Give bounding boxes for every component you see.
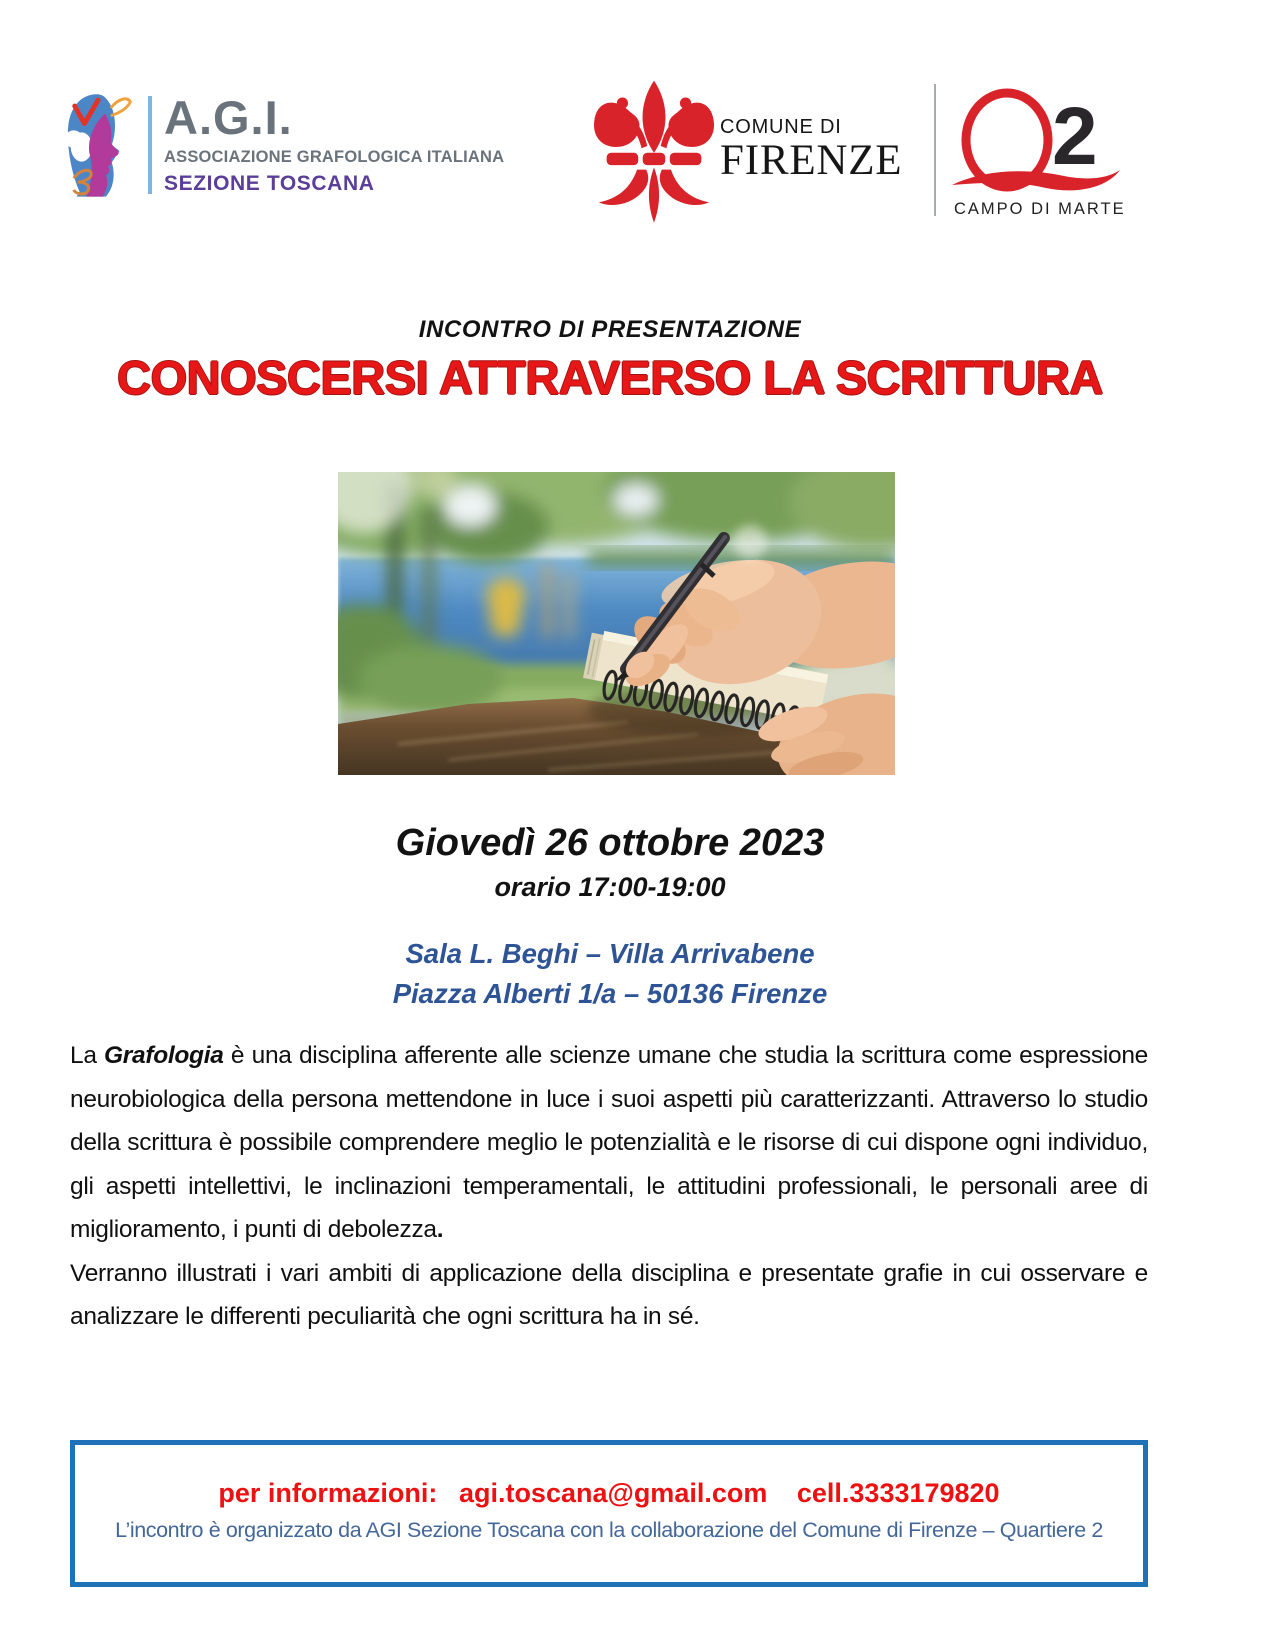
event-date: Giovedì 26 ottobre 2023 — [395, 822, 825, 864]
email-address: agi.toscana@gmail.com — [458, 1478, 768, 1508]
venue-name: Sala L. Beghi – Villa Arrivabene — [405, 938, 815, 969]
paragraph-2: Verranno illustrati i vari ambiti di applicazione della disciplina e presentate grafie in cui osservare e analizzare le differenti peculiarità che ogni scrittura ha in sé. — [70, 1259, 1148, 1330]
kicker: INCONTRO DI PRESENTAZIONE — [418, 316, 802, 343]
event-time: orario 17:00-19:00 — [494, 872, 726, 902]
agi-logo — [62, 86, 504, 204]
venue-address: Piazza Alberti 1/a – 50136 Firenze — [392, 978, 828, 1009]
comune-di-label: COMUNE DI — [720, 115, 842, 138]
agi-faces-icon — [62, 86, 140, 204]
description-text — [70, 1034, 1148, 1339]
p1-period: . — [436, 1216, 444, 1243]
info-label: per informazioni: — [218, 1478, 438, 1508]
event-title: CONOSCERSI ATTRAVERSO LA SCRITTURA — [117, 351, 1103, 404]
agi-divider — [148, 96, 152, 194]
p1-lead: La — [70, 1042, 105, 1069]
q2-q-icon — [952, 88, 1124, 206]
comune-firenze-logo — [592, 76, 902, 234]
paragraph-1 — [70, 1034, 1148, 1252]
agi-association-name: ASSOCIAZIONE GRAFOLOGICA ITALIANA — [164, 148, 505, 166]
agi-section-name: SEZIONE TOSCANA — [164, 172, 375, 195]
q2-caption: CAMPO DI MARTE — [954, 200, 1126, 218]
p1-term-grafologia: Grafologia — [104, 1042, 224, 1069]
q2-logo — [952, 88, 1128, 228]
photo-hand-writing — [338, 472, 895, 775]
header-divider — [934, 84, 936, 216]
agi-text-block — [164, 91, 505, 196]
info-box — [70, 1440, 1148, 1587]
q2-number: 2 — [1052, 91, 1098, 182]
firenze-label: FIRENZE — [720, 136, 903, 184]
credit-line: L’incontro è organizzato da AGI Sezione Toscana con la collaborazione del Comune di Firenze – Quartiere 2 — [115, 1518, 1103, 1542]
firenze-text-block — [720, 116, 902, 183]
florence-lily-icon — [592, 76, 716, 234]
phone-number: cell.3333179820 — [796, 1478, 1000, 1508]
info-line — [75, 1478, 1143, 1509]
p1-rest: è una disciplina afferente alle scienze umane che studia la scrittura come espressione neurobiologica della persona mettendone in luce i suoi aspetti più caratterizzanti. Attraverso lo studio della scrittura è possibile comprendere meglio le potenzialità e le risorse di cui dispone ogni individuo, gli aspetti intellettivi, le inclinazioni temperamentali, le attitudini professionali, le personali aree di miglioramento, i punti di debolezza — [70, 1042, 1148, 1243]
agi-acronym: A.G.I. — [164, 91, 293, 144]
